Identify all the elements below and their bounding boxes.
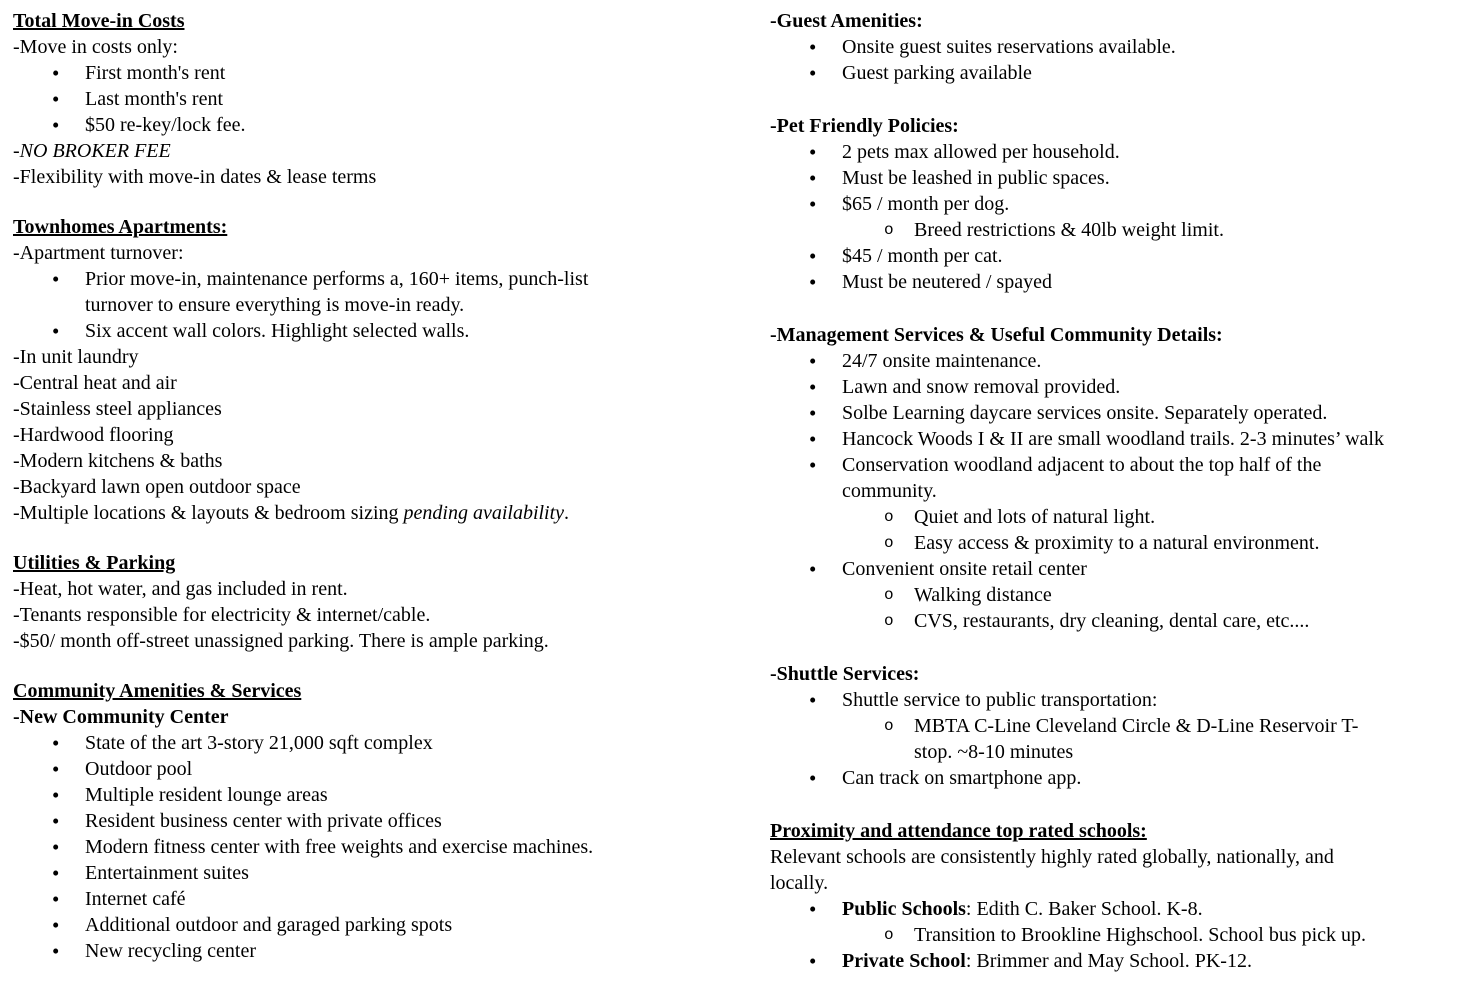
bullet-marker: • bbox=[809, 453, 817, 477]
text-run: Prior move-in, maintenance performs a, 160+ items, punch-list bbox=[85, 268, 589, 290]
paragraph bbox=[13, 422, 703, 448]
text-run: Walking distance bbox=[914, 584, 1052, 606]
paragraph bbox=[13, 448, 703, 474]
text-run: -Apartment turnover: bbox=[13, 242, 184, 264]
list-item-text bbox=[914, 506, 1155, 528]
list-item-text bbox=[842, 36, 1176, 58]
text-run: -NO BROKER FEE bbox=[13, 140, 171, 162]
list-item-text bbox=[842, 402, 1327, 424]
text-run: Resident business center with private offices bbox=[85, 810, 442, 832]
list-item bbox=[770, 165, 1458, 191]
paragraph bbox=[13, 602, 703, 628]
list-item bbox=[770, 948, 1458, 974]
text-run: -Modern kitchens & baths bbox=[13, 450, 223, 472]
list-item-text bbox=[85, 88, 223, 110]
text-run: -Shuttle Services: bbox=[770, 663, 920, 685]
paragraph bbox=[13, 344, 703, 370]
list-item-text bbox=[842, 141, 1120, 163]
list-item-text bbox=[842, 62, 1032, 84]
text-run: : Brimmer and May School. PK-12. bbox=[965, 950, 1252, 972]
list-item bbox=[13, 860, 703, 886]
bullet-marker: • bbox=[52, 319, 60, 343]
list-item-text bbox=[914, 924, 1366, 946]
circle-marker: o bbox=[884, 926, 894, 944]
bullet-marker: • bbox=[809, 401, 817, 425]
section-gap bbox=[770, 791, 1458, 818]
bullet-marker: • bbox=[809, 61, 817, 85]
list-item-text bbox=[85, 758, 192, 780]
text-run: community. bbox=[842, 480, 937, 502]
text-run: Transition to Brookline Highschool. School bus pick up. bbox=[914, 924, 1367, 946]
list-item bbox=[770, 452, 1458, 504]
list-item bbox=[13, 886, 703, 912]
list-item-text bbox=[842, 898, 1203, 920]
paragraph bbox=[13, 576, 703, 602]
text-run: pending availability bbox=[403, 502, 565, 524]
circle-marker: o bbox=[884, 586, 894, 604]
list-item-text bbox=[914, 610, 1309, 632]
list-item-text bbox=[842, 271, 1052, 293]
left-column bbox=[13, 8, 703, 964]
text-run: locally. bbox=[770, 872, 829, 894]
text-run: . bbox=[564, 502, 570, 524]
bullet-marker: • bbox=[809, 270, 817, 294]
list-item bbox=[13, 318, 703, 344]
text-run: Last month's rent bbox=[85, 88, 224, 110]
paragraph bbox=[13, 474, 703, 500]
circle-marker: o bbox=[884, 534, 894, 552]
text-run: Utilities & Parking bbox=[13, 552, 176, 574]
text-run: $65 / month per dog. bbox=[842, 193, 1010, 215]
text-run: -Stainless steel appliances bbox=[13, 398, 222, 420]
list-item bbox=[13, 912, 703, 938]
bullet-marker: • bbox=[809, 688, 817, 712]
text-run: 2 pets max allowed per household. bbox=[842, 141, 1120, 163]
text-run: Townhomes Apartments: bbox=[13, 216, 228, 238]
list-item-text bbox=[85, 836, 593, 858]
list-item bbox=[13, 938, 703, 964]
bullet-marker: • bbox=[809, 949, 817, 973]
circle-marker: o bbox=[884, 717, 894, 735]
text-run: -Central heat and air bbox=[13, 372, 177, 394]
sub-list-item bbox=[770, 922, 1458, 948]
section-heading bbox=[770, 818, 1458, 844]
paragraph bbox=[13, 370, 703, 396]
list-item bbox=[13, 756, 703, 782]
list-item bbox=[13, 60, 703, 86]
text-run: Additional outdoor and garaged parking spots bbox=[85, 914, 453, 936]
list-item bbox=[770, 348, 1458, 374]
bullet-marker: • bbox=[809, 244, 817, 268]
list-item-text bbox=[914, 584, 1052, 606]
text-run: Total Move-in Costs bbox=[13, 10, 185, 32]
text-run: $50 re-key/lock fee. bbox=[85, 114, 246, 136]
section-heading bbox=[770, 8, 1458, 34]
bullet-marker: • bbox=[809, 897, 817, 921]
text-run: Outdoor pool bbox=[85, 758, 193, 780]
text-run: Six accent wall colors. Highlight selected walls. bbox=[85, 320, 470, 342]
text-run: Onsite guest suites reservations available. bbox=[842, 36, 1176, 58]
bullet-marker: • bbox=[52, 87, 60, 111]
list-item-text bbox=[85, 732, 433, 754]
text-run: Modern fitness center with free weights and exercise machines. bbox=[85, 836, 594, 858]
section-heading bbox=[770, 113, 1458, 139]
bullet-marker: • bbox=[809, 140, 817, 164]
list-item-text bbox=[85, 810, 442, 832]
text-run: Conservation woodland adjacent to about the top half of the bbox=[842, 454, 1322, 476]
section-heading bbox=[13, 550, 703, 576]
list-item-text bbox=[85, 784, 328, 806]
list-item bbox=[770, 60, 1458, 86]
bullet-marker: • bbox=[52, 731, 60, 755]
list-item-text bbox=[85, 320, 469, 342]
paragraph bbox=[13, 396, 703, 422]
text-run: -Pet Friendly Policies: bbox=[770, 115, 959, 137]
section-gap bbox=[13, 190, 703, 214]
text-run: Easy access & proximity to a natural environment. bbox=[914, 532, 1320, 554]
sub-list-item bbox=[770, 713, 1458, 765]
text-run: Solbe Learning daycare services onsite. Separately operated. bbox=[842, 402, 1328, 424]
section-heading bbox=[770, 661, 1458, 687]
text-run: 24/7 onsite maintenance. bbox=[842, 350, 1042, 372]
text-run: Quiet and lots of natural light. bbox=[914, 506, 1156, 528]
circle-marker: o bbox=[884, 221, 894, 239]
text-run: turnover to ensure everything is move-in ready. bbox=[85, 294, 465, 316]
text-run: -Heat, hot water, and gas included in rent. bbox=[13, 578, 348, 600]
paragraph bbox=[13, 164, 703, 190]
section-gap bbox=[770, 634, 1458, 661]
bullet-marker: • bbox=[52, 861, 60, 885]
list-item-text bbox=[842, 689, 1158, 711]
text-run: Internet café bbox=[85, 888, 186, 910]
text-run: CVS, restaurants, dry cleaning, dental care, etc.... bbox=[914, 610, 1310, 632]
bullet-marker: • bbox=[809, 427, 817, 451]
list-item bbox=[770, 896, 1458, 922]
bullet-marker: • bbox=[52, 809, 60, 833]
right-column bbox=[770, 8, 1458, 974]
paragraph bbox=[13, 628, 703, 654]
list-item bbox=[13, 266, 703, 318]
text-run: Must be neutered / spayed bbox=[842, 271, 1052, 293]
text-run: -Tenants responsible for electricity & internet/cable. bbox=[13, 604, 431, 626]
section-heading bbox=[13, 8, 703, 34]
text-run: First month's rent bbox=[85, 62, 226, 84]
text-run: Breed restrictions & 40lb weight limit. bbox=[914, 219, 1224, 241]
text-run: State of the art 3-story 21,000 sqft complex bbox=[85, 732, 433, 754]
text-run: Private School bbox=[842, 950, 966, 972]
text-run: Convenient onsite retail center bbox=[842, 558, 1087, 580]
section-heading bbox=[770, 322, 1458, 348]
text-run: : Edith C. Baker School. K-8. bbox=[965, 898, 1203, 920]
sub-list-item bbox=[770, 582, 1458, 608]
list-item-text bbox=[85, 862, 249, 884]
text-run: -Hardwood flooring bbox=[13, 424, 174, 446]
bullet-marker: • bbox=[52, 61, 60, 85]
text-run: MBTA C-Line Cleveland Circle & D-Line Reservoir T- bbox=[914, 715, 1359, 737]
list-item-text bbox=[842, 767, 1081, 789]
list-item-text bbox=[842, 454, 1321, 502]
list-item bbox=[770, 374, 1458, 400]
list-item-text bbox=[842, 376, 1120, 398]
circle-marker: o bbox=[884, 508, 894, 526]
sub-list-item bbox=[770, 217, 1458, 243]
text-run: Relevant schools are consistently highly rated globally, nationally, and bbox=[770, 846, 1334, 868]
section-gap bbox=[770, 295, 1458, 322]
text-run: Multiple resident lounge areas bbox=[85, 784, 328, 806]
list-item bbox=[770, 269, 1458, 295]
bullet-marker: • bbox=[809, 349, 817, 373]
list-item-text bbox=[914, 532, 1319, 554]
list-item-text bbox=[85, 62, 225, 84]
list-item bbox=[770, 191, 1458, 217]
bullet-marker: • bbox=[809, 557, 817, 581]
list-item-text bbox=[842, 193, 1009, 215]
text-run: Community Amenities & Services bbox=[13, 680, 302, 702]
bullet-marker: • bbox=[809, 166, 817, 190]
bullet-marker: • bbox=[52, 757, 60, 781]
list-item-text bbox=[85, 268, 588, 316]
sub-list-item bbox=[770, 504, 1458, 530]
list-item bbox=[13, 834, 703, 860]
text-run: -Move in costs only: bbox=[13, 36, 178, 58]
section-gap bbox=[13, 526, 703, 550]
text-run: Can track on smartphone app. bbox=[842, 767, 1082, 789]
text-run: -Backyard lawn open outdoor space bbox=[13, 476, 301, 498]
bullet-marker: • bbox=[809, 35, 817, 59]
list-item-text bbox=[842, 428, 1384, 450]
list-item bbox=[770, 243, 1458, 269]
bullet-marker: • bbox=[52, 913, 60, 937]
text-run: New recycling center bbox=[85, 940, 257, 962]
list-item bbox=[770, 34, 1458, 60]
text-run: -Multiple locations & layouts & bedroom sizing bbox=[13, 502, 404, 524]
section-heading bbox=[13, 214, 703, 240]
text-run: -New Community Center bbox=[13, 706, 229, 728]
list-item-text bbox=[914, 219, 1224, 241]
list-item bbox=[770, 139, 1458, 165]
text-run: -Management Services & Useful Community Details: bbox=[770, 324, 1223, 346]
text-run: Shuttle service to public transportation: bbox=[842, 689, 1158, 711]
paragraph bbox=[13, 34, 703, 60]
list-item-text bbox=[85, 888, 185, 910]
paragraph bbox=[13, 500, 703, 526]
list-item-text bbox=[85, 914, 452, 936]
text-run: stop. ~8-10 minutes bbox=[914, 741, 1074, 763]
paragraph bbox=[770, 844, 1458, 896]
bullet-marker: • bbox=[52, 887, 60, 911]
list-item-text bbox=[842, 350, 1041, 372]
list-item-text bbox=[85, 114, 245, 136]
text-run: Lawn and snow removal provided. bbox=[842, 376, 1121, 398]
text-run: Must be leashed in public spaces. bbox=[842, 167, 1110, 189]
text-run: Entertainment suites bbox=[85, 862, 249, 884]
list-item-text bbox=[914, 715, 1358, 763]
sub-list-item bbox=[770, 608, 1458, 634]
list-item bbox=[770, 400, 1458, 426]
text-run: Hancock Woods I & II are small woodland trails. 2-3 minutes’ walk bbox=[842, 428, 1384, 450]
section-heading bbox=[13, 704, 703, 730]
text-run: -In unit laundry bbox=[13, 346, 139, 368]
bullet-marker: • bbox=[52, 113, 60, 137]
bullet-marker: • bbox=[52, 783, 60, 807]
section-heading bbox=[13, 678, 703, 704]
text-run: Proximity and attendance top rated schools: bbox=[770, 820, 1147, 842]
text-run: Guest parking available bbox=[842, 62, 1032, 84]
list-item bbox=[770, 556, 1458, 582]
list-item bbox=[770, 687, 1458, 713]
bullet-marker: • bbox=[809, 766, 817, 790]
list-item bbox=[13, 730, 703, 756]
section-gap bbox=[770, 86, 1458, 113]
bullet-marker: • bbox=[52, 267, 60, 291]
bullet-marker: • bbox=[52, 835, 60, 859]
list-item bbox=[13, 112, 703, 138]
paragraph bbox=[13, 138, 703, 164]
bullet-marker: • bbox=[809, 192, 817, 216]
list-item-text bbox=[842, 950, 1252, 972]
circle-marker: o bbox=[884, 612, 894, 630]
list-item bbox=[13, 782, 703, 808]
sub-list-item bbox=[770, 530, 1458, 556]
bullet-marker: • bbox=[52, 939, 60, 963]
list-item bbox=[770, 765, 1458, 791]
list-item-text bbox=[842, 558, 1087, 580]
list-item bbox=[770, 426, 1458, 452]
text-run: -$50/ month off-street unassigned parking. There is ample parking. bbox=[13, 630, 549, 652]
bullet-marker: • bbox=[809, 375, 817, 399]
list-item bbox=[13, 808, 703, 834]
list-item-text bbox=[842, 167, 1110, 189]
list-item-text bbox=[842, 245, 1003, 267]
text-run: Public Schools bbox=[842, 898, 966, 920]
section-gap bbox=[13, 654, 703, 678]
text-run: -Flexibility with move-in dates & lease terms bbox=[13, 166, 377, 188]
paragraph bbox=[13, 240, 703, 266]
text-run: $45 / month per cat. bbox=[842, 245, 1003, 267]
list-item-text bbox=[85, 940, 256, 962]
text-run: -Guest Amenities: bbox=[770, 10, 923, 32]
list-item bbox=[13, 86, 703, 112]
